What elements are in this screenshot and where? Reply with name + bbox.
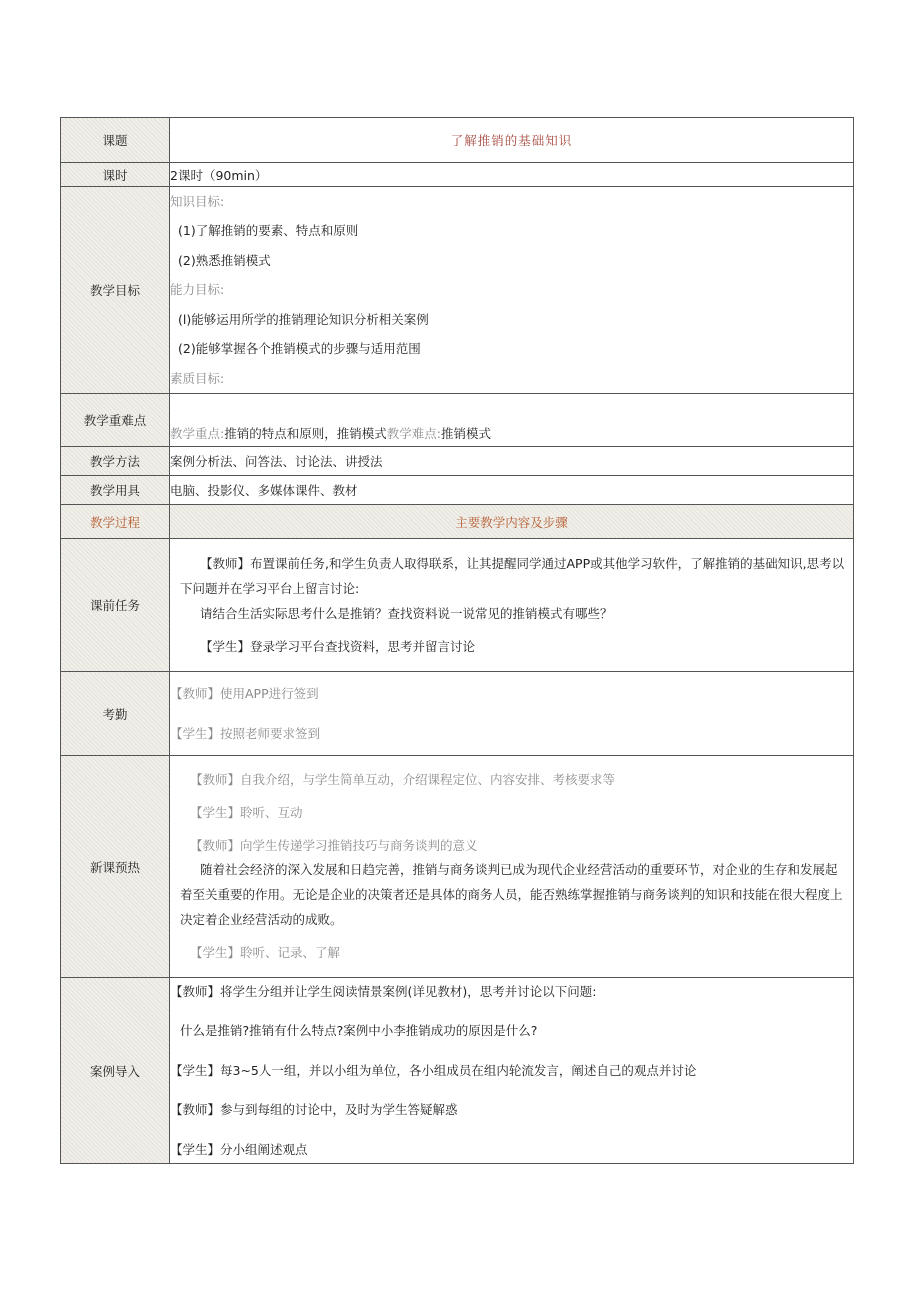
tools-label: 教学用具 [61, 476, 170, 505]
tools-row [61, 476, 854, 505]
pre-class-label: 课前任务 [61, 539, 170, 672]
warmup-label: 新课预热 [61, 756, 170, 978]
attendance-label: 考勤 [61, 672, 170, 756]
attendance-content [170, 672, 854, 756]
goals-content [170, 187, 854, 394]
key-points-row [61, 394, 854, 447]
warmup-teacher-1: 【教师】自我介绍，与学生简单互动，介绍课程定位、内容安排、考核要求等 [190, 772, 616, 787]
pre-class-student: 【学生】登录学习平台查找资料，思考并留言讨论 [200, 639, 476, 654]
hours-row [61, 163, 854, 187]
key-points-label: 教学重难点 [61, 394, 170, 447]
lesson-title: 了解推销的基础知识 [170, 118, 854, 163]
attendance-student: 【学生】按照老师要求签到 [170, 725, 321, 741]
warmup-paragraph: 随着社会经济的深入发展和日趋完善，推销与商务谈判已成为现代企业经营活动的重要环节，对企业的生存和发展起着至关重要的作用。无论是企业的决策者还是具体的商务人员，能否熟练掌握推销与商务谈判的知识和技能在很大程度上决定着企业经营活动的成败。 [180, 862, 843, 927]
goals-row [61, 187, 854, 394]
warmup-student-1: 【学生】聆听、互动 [190, 805, 303, 820]
key-points-content [170, 394, 854, 447]
key-prefix: 教学重点: [170, 426, 225, 441]
topic-row [61, 118, 854, 163]
attendance-row [61, 672, 854, 756]
goals-label: 教学目标 [61, 187, 170, 394]
case-label: 案例导入 [61, 978, 170, 1164]
case-student-2: 【学生】分小组阐述观点 [170, 1141, 308, 1157]
case-content [170, 978, 854, 1164]
ability-item: (2)能够掌握各个推销模式的步骤与适用范围 [178, 341, 421, 356]
methods-label: 教学方法 [61, 447, 170, 476]
knowledge-heading: 知识目标: [170, 193, 225, 209]
warmup-teacher-2: 【教师】向学生传递学习推销技巧与商务谈判的意义 [190, 838, 478, 853]
process-header-row [61, 505, 854, 539]
warmup-content [170, 756, 854, 978]
quality-heading: 素质目标: [170, 370, 225, 386]
pre-class-content [170, 539, 854, 672]
case-teacher-2: 【教师】参与到每组的讨论中，及时为学生答疑解惑 [170, 1102, 458, 1117]
ability-item: (l)能够运用所学的推销理论知识分析相关案例 [178, 311, 429, 327]
hours-label: 课时 [61, 163, 170, 187]
knowledge-item: (1)了解推销的要素、特点和原则 [178, 223, 359, 238]
methods-value: 案例分析法、问答法、讨论法、讲授法 [170, 447, 854, 476]
attendance-teacher: 【教师】使用APP进行签到 [170, 685, 319, 701]
pre-class-question: 请结合生活实际思考什么是推销？查找资料说一说常见的推销模式有哪些？ [200, 606, 613, 621]
case-student-1: 【学生】每3~5人一组，并以小组为单位，各小组成员在组内轮流发言，阐述自己的观点并讨论 [170, 1062, 697, 1078]
methods-row [61, 447, 854, 476]
pre-class-teacher: 【教师】布置课前任务,和学生负责人取得联系，让其提醒同学通过APP或其他学习软件，了解推销的基础知识,思考以下问题并在学习平台上留言讨论: [180, 556, 845, 596]
process-header-left: 教学过程 [61, 505, 170, 539]
case-question: 什么是推销?推销有什么特点?案例中小李推销成功的原因是什么? [180, 1023, 538, 1038]
difficult-value: 推销模式 [440, 426, 491, 441]
key-value: 推销的特点和原则，推销模式 [224, 426, 387, 441]
knowledge-item: (2)熟悉推销模式 [178, 252, 271, 268]
hours-value: 2课时（90min） [170, 163, 854, 187]
lesson-plan-table [60, 117, 854, 1164]
ability-heading: 能力目标: [170, 282, 225, 297]
case-row [61, 978, 854, 1164]
warmup-student-2: 【学生】聆听、记录、了解 [190, 945, 341, 960]
case-teacher-1: 【教师】将学生分组并让学生阅读情景案例(详见教材)，思考并讨论以下问题: [170, 983, 597, 999]
topic-label: 课题 [61, 118, 170, 163]
warmup-row [61, 756, 854, 978]
pre-class-row [61, 539, 854, 672]
process-header-right: 主要教学内容及步骤 [170, 505, 854, 539]
difficult-prefix: 教学难点: [386, 426, 441, 441]
tools-value: 电脑、投影仪、多媒体课件、教材 [170, 476, 854, 505]
